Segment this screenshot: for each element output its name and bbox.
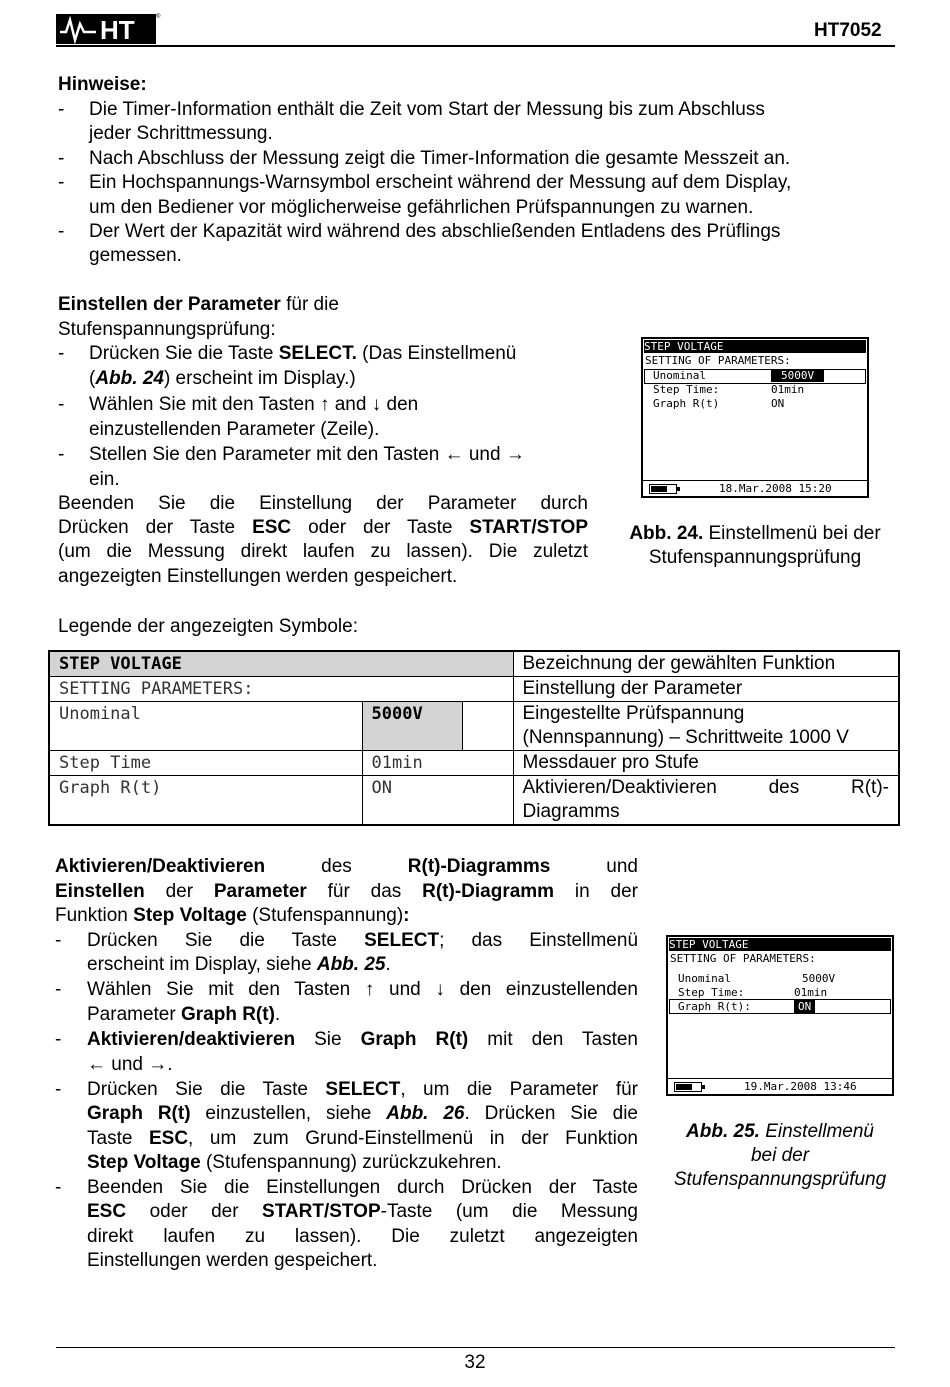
lcd-row-label: Unominal	[653, 369, 706, 382]
left-arrow-icon: ←	[444, 444, 464, 465]
figure-caption-abb-25: Abb. 25. Einstellmenü bei der Stufenspannungsprüfung	[673, 1121, 887, 1190]
legend-symbol: SETTING PARAMETERS:	[49, 677, 513, 702]
model-number: HT7052	[814, 20, 882, 41]
s2-bullet-4-line-4: Step Voltage (Stufenspannung) zurückzukehren.	[87, 1152, 502, 1173]
note-4-line-2: gemessen.	[89, 245, 182, 266]
lcd-title: STEP VOLTAGE	[644, 340, 866, 353]
s2-bullet-5-line-3: direkt laufen zu lassen). Die zuletzt angezeigten	[87, 1226, 638, 1247]
legend-description: Bezeichnung der gewählten Funktion	[513, 651, 899, 677]
s2-bullet-1-line-1: Drücken Sie die Taste SELECT; das Einstellmenü	[87, 930, 639, 951]
right-arrow-icon: →	[148, 1054, 168, 1075]
legend-description: Messdauer pro Stufe	[513, 751, 899, 776]
s2-heading-line-3: Funktion Step Voltage (Stufenspannung):	[55, 905, 410, 926]
s1-bullet-2-line-1: Wählen Sie mit den Tasten ↑ and ↓ den	[89, 394, 419, 415]
lcd-title: STEP VOLTAGE	[669, 938, 891, 951]
table-row	[49, 677, 899, 702]
s2-bullet-3-line-2: ← und →.	[87, 1054, 173, 1075]
lcd-datetime: 19.Mar.2008 13:46	[744, 1080, 857, 1093]
s2-bullet-3-line-1: Aktivieren/deaktivieren Sie Graph R(t) mit den Tasten	[87, 1029, 638, 1050]
up-arrow-icon: ↑	[364, 979, 375, 1000]
bullet-dash: -	[58, 394, 65, 415]
bullet-dash: -	[55, 1029, 62, 1050]
legend-symbol: STEP VOLTAGE	[49, 651, 513, 677]
lcd-row-value: ON	[771, 397, 785, 410]
s1-para-line-1: Beenden Sie die Einstellung der Parameter durch	[58, 493, 588, 514]
page-number: 32	[464, 1352, 486, 1373]
lcd-screen-abb-25	[666, 935, 894, 1096]
table-row	[49, 651, 899, 677]
s2-bullet-5-line-1: Beenden Sie die Einstellungen durch Drücken der Taste	[87, 1177, 638, 1198]
legend-value: 01min	[362, 751, 513, 776]
s2-heading-line-2: Einstellen der Parameter für das R(t)-Diagramm in der	[55, 881, 638, 902]
lcd-row-value-selected: ON	[794, 1000, 815, 1013]
lcd-row-value-selected: 5000V	[771, 369, 824, 382]
ht-logo	[56, 10, 161, 46]
down-arrow-icon: ↓	[435, 979, 445, 1000]
up-arrow-icon: ↑	[319, 394, 330, 415]
bullet-dash: -	[58, 343, 65, 364]
legend-symbol: Step Time	[49, 751, 362, 776]
note-4-line-1: Der Wert der Kapazität wird während des abschließenden Entladens des Prüflings	[89, 221, 781, 242]
s2-bullet-4-line-3: Taste ESC, um zum Grund-Einstellmenü in der Funktion	[87, 1128, 638, 1149]
note-1-line-1: Die Timer-Information enthält die Zeit vom Start der Messung bis zum Abschluss	[89, 99, 765, 120]
header-rule	[56, 45, 895, 47]
s2-bullet-1-line-2: erscheint im Display, siehe Abb. 25.	[87, 954, 391, 975]
s2-bullet-4-line-2: Graph R(t) einzustellen, siehe Abb. 26. Drücken Sie die	[87, 1103, 638, 1124]
legend-symbol: Graph R(t)	[49, 776, 362, 826]
table-row	[49, 702, 899, 751]
bullet-dash: -	[58, 99, 65, 120]
lcd-row-value: 5000V	[802, 972, 836, 985]
legend-description: Aktivieren/Deaktivieren des R(t)- Diagramms	[513, 776, 899, 826]
table-row	[49, 751, 899, 776]
s1-bullet-1-line-2: (Abb. 24) erscheint im Display.)	[89, 368, 356, 389]
s1-bullet-2-line-2: einzustellenden Parameter (Zeile).	[89, 419, 380, 440]
legend-value: ON	[362, 776, 513, 826]
battery-icon	[674, 1082, 702, 1092]
note-3-line-2: um den Bediener vor möglicherweise gefährlichen Prüfspannungen zu warnen.	[89, 197, 754, 218]
section1-heading: Einstellen der Parameter für die	[58, 294, 339, 315]
note-3-line-1: Ein Hochspannungs-Warnsymbol erscheint während der Messung auf dem Display,	[89, 172, 792, 193]
notes-title: Hinweise:	[58, 74, 147, 95]
footer-rule	[56, 1347, 895, 1348]
figure-caption-abb-24: Abb. 24. Einstellmenü bei der Stufenspannungsprüfung	[629, 523, 881, 568]
lcd-row-value: 01min	[771, 383, 805, 396]
legend-description: Eingestellte Prüfspannung (Nennspannung) – Schrittweite 1000 V	[513, 702, 899, 751]
bullet-dash: -	[55, 979, 62, 1000]
s1-bullet-3-line-1: Stellen Sie den Parameter mit den Tasten ← und →	[89, 444, 525, 465]
section1-heading-2: Stufenspannungsprüfung:	[58, 319, 276, 340]
legend-empty-cell	[462, 702, 513, 751]
s2-bullet-4-line-1: Drücken Sie die Taste SELECT, um die Parameter für	[87, 1079, 638, 1100]
lcd-row-label: Graph R(t):	[678, 1000, 751, 1013]
bullet-dash: -	[55, 1079, 62, 1100]
s2-bullet-2-line-2: Parameter Graph R(t).	[87, 1004, 281, 1025]
s2-bullet-5-line-2: ESC oder der START/STOP-Taste (um die Messung	[87, 1201, 638, 1222]
lcd-row-label: Unominal	[678, 972, 731, 985]
s1-para-line-4: angezeigten Einstellungen werden gespeichert.	[58, 566, 458, 587]
bullet-dash: -	[55, 1177, 62, 1198]
svg-text:®: ®	[156, 14, 161, 20]
s1-para-line-3: (um die Messung direkt laufen zu lassen). Die zuletzt	[58, 541, 588, 562]
lcd-row-value: 01min	[794, 986, 828, 999]
lcd-status-rule	[668, 1078, 892, 1079]
s2-bullet-2-line-1: Wählen Sie mit den Tasten ↑ und ↓ den einzustellenden	[87, 979, 638, 1000]
s2-heading-line-1: Aktivieren/Deaktivieren des R(t)-Diagramms und	[55, 856, 638, 877]
legend-description: Einstellung der Parameter	[513, 677, 899, 702]
bullet-dash: -	[58, 444, 65, 465]
bullet-dash: -	[55, 930, 62, 951]
s1-para-line-2: Drücken der Taste ESC oder der Taste START/STOP	[58, 517, 588, 538]
bullet-dash: -	[58, 172, 65, 193]
lcd-datetime: 18.Mar.2008 15:20	[719, 482, 832, 495]
lcd-row-label: Step Time:	[678, 986, 745, 999]
down-arrow-icon: ↓	[371, 394, 382, 415]
left-arrow-icon: ←	[87, 1054, 106, 1075]
bullet-dash: -	[58, 148, 65, 169]
bullet-dash: -	[58, 221, 65, 242]
legend-table	[48, 650, 900, 826]
note-2-line-1: Nach Abschluss der Messung zeigt die Timer-Information die gesamte Messzeit an.	[89, 148, 791, 169]
lcd-screen-abb-24	[641, 337, 869, 498]
lcd-subtitle: SETTING OF PARAMETERS:	[645, 354, 791, 367]
legend-symbol: Unominal	[49, 702, 362, 751]
lcd-row-label: Graph R(t)	[653, 397, 720, 410]
note-1-line-2: jeder Schrittmessung.	[89, 123, 273, 144]
battery-icon	[649, 484, 677, 494]
right-arrow-icon: →	[505, 444, 525, 465]
s2-bullet-5-line-4: Einstellungen werden gespeichert.	[87, 1250, 378, 1271]
legend-value: 5000V	[362, 702, 462, 751]
s1-bullet-1-line-1: Drücken Sie die Taste SELECT. (Das Einstellmenü	[89, 343, 517, 364]
lcd-status-rule	[643, 480, 867, 481]
lcd-subtitle: SETTING OF PARAMETERS:	[670, 952, 816, 965]
ht-logo-graphic	[56, 10, 161, 46]
s1-bullet-3-line-2: ein.	[89, 469, 120, 490]
logo-text: HT	[100, 15, 135, 45]
lcd-row-label: Step Time:	[653, 383, 720, 396]
table-row	[49, 776, 899, 826]
legend-intro: Legende der angezeigten Symbole:	[58, 616, 359, 637]
